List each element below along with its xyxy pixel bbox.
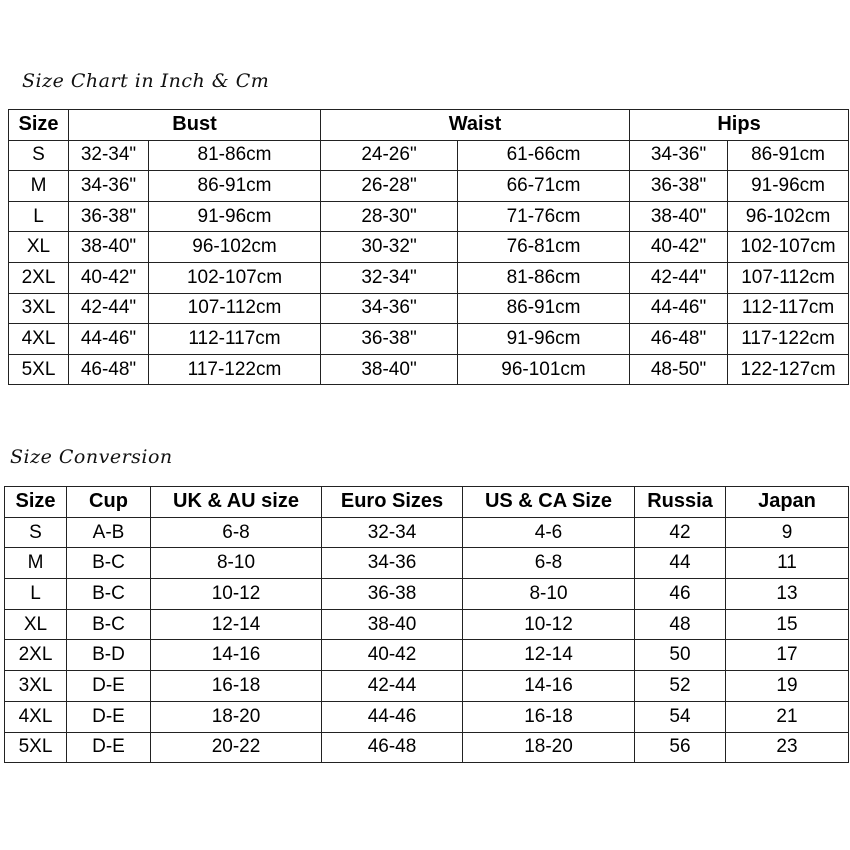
cell-waist-in: 38-40" bbox=[321, 354, 458, 385]
table-row bbox=[5, 609, 849, 640]
cell-japan: 15 bbox=[726, 609, 849, 640]
cell-us-ca: 12-14 bbox=[463, 640, 635, 671]
cell-size: 4XL bbox=[5, 701, 67, 732]
cell-us-ca: 14-16 bbox=[463, 671, 635, 702]
cell-hips-cm: 96-102cm bbox=[728, 201, 849, 232]
cell-us-ca: 18-20 bbox=[463, 732, 635, 763]
table-row bbox=[5, 671, 849, 702]
cell-waist-in: 30-32" bbox=[321, 232, 458, 263]
size-chart-header-row bbox=[9, 110, 849, 141]
cell-bust-cm: 107-112cm bbox=[149, 293, 321, 324]
cell-waist-cm: 61-66cm bbox=[458, 140, 630, 171]
russia-header: Russia bbox=[635, 487, 726, 518]
cell-cup: B-C bbox=[67, 548, 151, 579]
cell-russia: 48 bbox=[635, 609, 726, 640]
cell-size: 3XL bbox=[9, 293, 69, 324]
cell-hips-in: 46-48" bbox=[630, 324, 728, 355]
cell-hips-cm: 117-122cm bbox=[728, 324, 849, 355]
cell-bust-cm: 81-86cm bbox=[149, 140, 321, 171]
cell-waist-cm: 71-76cm bbox=[458, 201, 630, 232]
cell-japan: 9 bbox=[726, 517, 849, 548]
cell-cup: B-C bbox=[67, 609, 151, 640]
cell-waist-cm: 66-71cm bbox=[458, 171, 630, 202]
cell-size: L bbox=[5, 579, 67, 610]
size-chart-title: Size Chart in Inch & Cm bbox=[22, 70, 270, 92]
table-row bbox=[9, 171, 849, 202]
cell-cup: B-C bbox=[67, 579, 151, 610]
cell-uk-au: 18-20 bbox=[151, 701, 322, 732]
cell-russia: 50 bbox=[635, 640, 726, 671]
cell-japan: 21 bbox=[726, 701, 849, 732]
cell-size: S bbox=[9, 140, 69, 171]
cell-euro: 46-48 bbox=[322, 732, 463, 763]
cell-hips-in: 40-42" bbox=[630, 232, 728, 263]
cell-bust-in: 46-48" bbox=[69, 354, 149, 385]
cell-euro: 44-46 bbox=[322, 701, 463, 732]
cell-bust-cm: 91-96cm bbox=[149, 201, 321, 232]
cell-waist-cm: 86-91cm bbox=[458, 293, 630, 324]
cell-hips-in: 34-36" bbox=[630, 140, 728, 171]
table-row bbox=[9, 324, 849, 355]
cell-size: 5XL bbox=[9, 354, 69, 385]
table-row bbox=[5, 517, 849, 548]
cell-size: 2XL bbox=[9, 262, 69, 293]
cup-header: Cup bbox=[67, 487, 151, 518]
cell-waist-cm: 91-96cm bbox=[458, 324, 630, 355]
cell-hips-cm: 107-112cm bbox=[728, 262, 849, 293]
cell-size: M bbox=[5, 548, 67, 579]
cell-waist-in: 26-28" bbox=[321, 171, 458, 202]
cell-bust-cm: 102-107cm bbox=[149, 262, 321, 293]
cell-size: M bbox=[9, 171, 69, 202]
cell-size: 4XL bbox=[9, 324, 69, 355]
cell-bust-in: 32-34" bbox=[69, 140, 149, 171]
bust-header: Bust bbox=[69, 110, 321, 141]
table-row bbox=[9, 293, 849, 324]
cell-bust-in: 34-36" bbox=[69, 171, 149, 202]
cell-us-ca: 10-12 bbox=[463, 609, 635, 640]
cell-russia: 56 bbox=[635, 732, 726, 763]
cell-cup: D-E bbox=[67, 701, 151, 732]
cell-russia: 44 bbox=[635, 548, 726, 579]
size-conversion-title: Size Conversion bbox=[10, 446, 173, 468]
cell-size: 5XL bbox=[5, 732, 67, 763]
cell-bust-in: 36-38" bbox=[69, 201, 149, 232]
cell-uk-au: 20-22 bbox=[151, 732, 322, 763]
cell-waist-in: 34-36" bbox=[321, 293, 458, 324]
cell-bust-in: 44-46" bbox=[69, 324, 149, 355]
cell-waist-cm: 96-101cm bbox=[458, 354, 630, 385]
cell-euro: 36-38 bbox=[322, 579, 463, 610]
cell-japan: 17 bbox=[726, 640, 849, 671]
cell-size: 3XL bbox=[5, 671, 67, 702]
cell-russia: 42 bbox=[635, 517, 726, 548]
cell-hips-in: 36-38" bbox=[630, 171, 728, 202]
cell-cup: D-E bbox=[67, 671, 151, 702]
cell-bust-cm: 117-122cm bbox=[149, 354, 321, 385]
cell-euro: 34-36 bbox=[322, 548, 463, 579]
cell-waist-in: 32-34" bbox=[321, 262, 458, 293]
cell-uk-au: 10-12 bbox=[151, 579, 322, 610]
cell-russia: 54 bbox=[635, 701, 726, 732]
uk-au-header: UK & AU size bbox=[151, 487, 322, 518]
cell-cup: A-B bbox=[67, 517, 151, 548]
cell-waist-in: 36-38" bbox=[321, 324, 458, 355]
size-conversion-table bbox=[4, 486, 849, 763]
cell-size: L bbox=[9, 201, 69, 232]
cell-euro: 38-40 bbox=[322, 609, 463, 640]
table-row bbox=[5, 579, 849, 610]
cell-size: XL bbox=[9, 232, 69, 263]
cell-euro: 42-44 bbox=[322, 671, 463, 702]
cell-bust-cm: 96-102cm bbox=[149, 232, 321, 263]
cell-bust-cm: 112-117cm bbox=[149, 324, 321, 355]
cell-us-ca: 16-18 bbox=[463, 701, 635, 732]
table-row bbox=[5, 640, 849, 671]
table-row bbox=[9, 140, 849, 171]
cell-uk-au: 6-8 bbox=[151, 517, 322, 548]
cell-uk-au: 8-10 bbox=[151, 548, 322, 579]
cell-euro: 32-34 bbox=[322, 517, 463, 548]
japan-header: Japan bbox=[726, 487, 849, 518]
cell-uk-au: 16-18 bbox=[151, 671, 322, 702]
cell-japan: 11 bbox=[726, 548, 849, 579]
cell-bust-in: 42-44" bbox=[69, 293, 149, 324]
cell-japan: 19 bbox=[726, 671, 849, 702]
table-row bbox=[9, 232, 849, 263]
cell-cup: B-D bbox=[67, 640, 151, 671]
cell-us-ca: 8-10 bbox=[463, 579, 635, 610]
cell-japan: 13 bbox=[726, 579, 849, 610]
euro-header: Euro Sizes bbox=[322, 487, 463, 518]
table-row bbox=[5, 701, 849, 732]
hips-header: Hips bbox=[630, 110, 849, 141]
cell-waist-in: 28-30" bbox=[321, 201, 458, 232]
cell-hips-cm: 102-107cm bbox=[728, 232, 849, 263]
cell-size: 2XL bbox=[5, 640, 67, 671]
cell-bust-in: 40-42" bbox=[69, 262, 149, 293]
cell-us-ca: 6-8 bbox=[463, 548, 635, 579]
cell-hips-cm: 112-117cm bbox=[728, 293, 849, 324]
cell-euro: 40-42 bbox=[322, 640, 463, 671]
cell-waist-cm: 76-81cm bbox=[458, 232, 630, 263]
cell-hips-cm: 122-127cm bbox=[728, 354, 849, 385]
size-chart-table bbox=[8, 109, 849, 385]
cell-hips-in: 38-40" bbox=[630, 201, 728, 232]
cell-size: S bbox=[5, 517, 67, 548]
cell-hips-in: 42-44" bbox=[630, 262, 728, 293]
cell-russia: 46 bbox=[635, 579, 726, 610]
cell-uk-au: 12-14 bbox=[151, 609, 322, 640]
size-conversion-header-row bbox=[5, 487, 849, 518]
table-row bbox=[5, 548, 849, 579]
cell-cup: D-E bbox=[67, 732, 151, 763]
cell-size: XL bbox=[5, 609, 67, 640]
cell-us-ca: 4-6 bbox=[463, 517, 635, 548]
cell-waist-in: 24-26" bbox=[321, 140, 458, 171]
cell-japan: 23 bbox=[726, 732, 849, 763]
size-header: Size bbox=[9, 110, 69, 141]
table-row bbox=[9, 354, 849, 385]
table-row bbox=[5, 732, 849, 763]
cell-hips-in: 48-50" bbox=[630, 354, 728, 385]
cell-hips-in: 44-46" bbox=[630, 293, 728, 324]
waist-header: Waist bbox=[321, 110, 630, 141]
cell-uk-au: 14-16 bbox=[151, 640, 322, 671]
us-ca-header: US & CA Size bbox=[463, 487, 635, 518]
size-header: Size bbox=[5, 487, 67, 518]
cell-bust-cm: 86-91cm bbox=[149, 171, 321, 202]
cell-russia: 52 bbox=[635, 671, 726, 702]
cell-waist-cm: 81-86cm bbox=[458, 262, 630, 293]
cell-hips-cm: 91-96cm bbox=[728, 171, 849, 202]
table-row bbox=[9, 262, 849, 293]
cell-hips-cm: 86-91cm bbox=[728, 140, 849, 171]
cell-bust-in: 38-40" bbox=[69, 232, 149, 263]
table-row bbox=[9, 201, 849, 232]
